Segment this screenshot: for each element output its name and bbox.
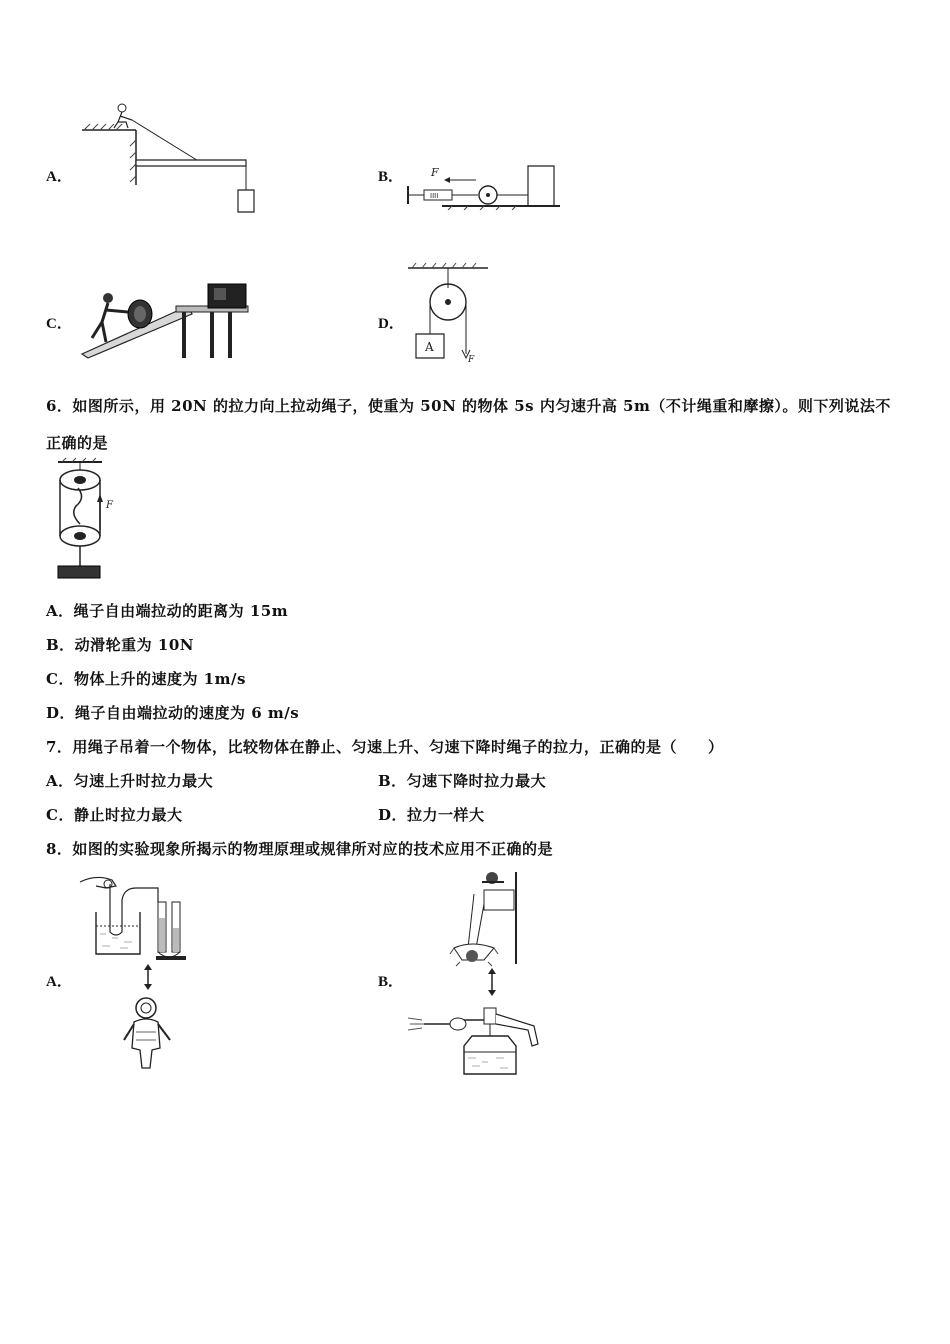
inclined-plane-figure: [78, 282, 253, 362]
q8-option-a-label[interactable]: A．: [46, 974, 72, 990]
q6-option-d[interactable]: D．绳子自由端拉动的速度为 6 m/s: [46, 704, 300, 722]
pressure-gauge-diver-figure: [76, 872, 196, 1078]
q6-option-a[interactable]: A．绳子自由端拉动的距离为 15m: [46, 602, 289, 620]
svg-text:IIII: IIII: [430, 192, 439, 200]
q6-option-b[interactable]: B．动滑轮重为 10N: [46, 636, 194, 654]
box-a-label: A: [425, 340, 434, 354]
q6-option-c[interactable]: C．物体上升的速度为 1m/s: [46, 670, 246, 688]
pulley-block-figure: [52, 458, 122, 580]
q5-option-c-label[interactable]: C．: [46, 316, 72, 332]
force-f-label: F: [106, 500, 113, 511]
q7-stem: 7．用绳子吊着一个物体，比较物体在静止、匀速上升、匀速下降时绳子的拉力，正确的是（ ）: [46, 738, 724, 756]
q7-option-b[interactable]: B．匀速下降时拉力最大: [378, 772, 547, 790]
q5-option-b-label[interactable]: B．: [378, 169, 404, 185]
q6-stem-line2: 正确的是: [46, 434, 109, 452]
svg-text:F: F: [468, 355, 475, 365]
q5-option-d-label[interactable]: D．: [378, 316, 404, 332]
lever-arm-figure: [78, 100, 268, 220]
q7-option-d[interactable]: D．拉力一样大: [378, 806, 485, 824]
fixed-pulley-figure: [404, 262, 494, 366]
spring-scale-pulley-figure: [404, 162, 564, 214]
q7-option-a[interactable]: A．匀速上升时拉力最大: [46, 772, 214, 790]
svg-text:F: F: [431, 166, 439, 179]
q8-stem: 8．如图的实验现象所揭示的物理原理或规律所对应的技术应用不正确的是: [46, 840, 553, 858]
q6-stem-line1: 6．如图所示，用 20N 的拉力向上拉动绳子，使重为 50N 的物体 5s 内匀速升高 5m（不计绳重和摩擦）。则下列说法不: [46, 397, 891, 415]
q7-option-c[interactable]: C．静止时拉力最大: [46, 806, 183, 824]
q8-option-b-label[interactable]: B．: [378, 974, 404, 990]
q5-option-a-label[interactable]: A．: [46, 169, 72, 185]
funnel-ball-sprayer-figure: [404, 868, 549, 1080]
